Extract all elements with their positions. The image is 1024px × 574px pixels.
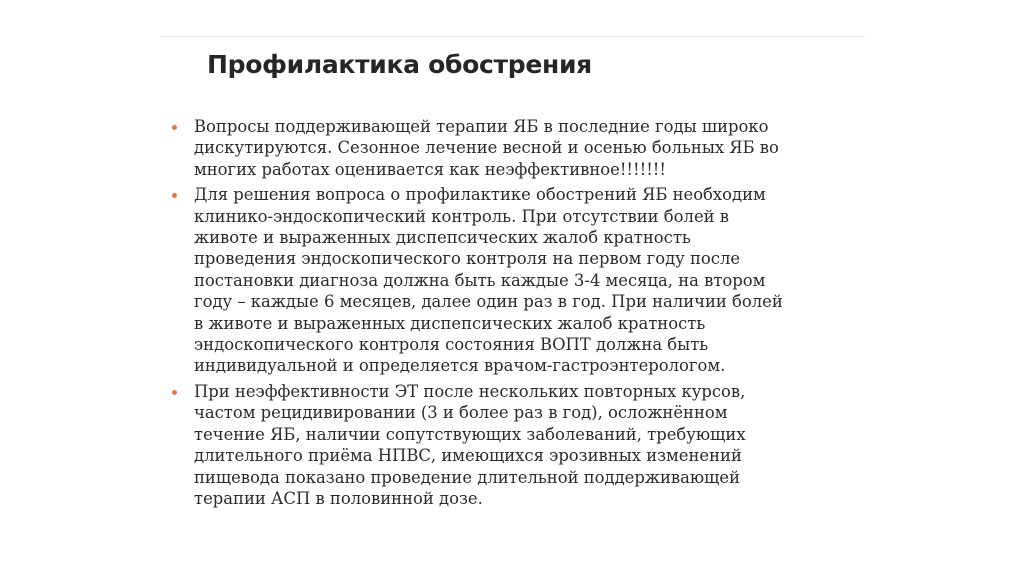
bullet-line: течение ЯБ, наличии сопутствующих заболеваний, требующих [194,424,746,444]
bullet-dot-icon [172,193,177,198]
top-divider [160,36,865,37]
bullet-item-2 [172,184,872,377]
bullet-line: индивидуальной и определяется врачом-гастроэнтерологом. [194,356,726,376]
bullet-item-1 [172,116,872,180]
bullet-dot-icon [172,125,177,130]
bullet-line: животе и выраженных диспепсических жалоб кратность [194,228,691,248]
bullet-line: терапии АСП в половинной дозе. [194,488,483,508]
bullet-line: постановки диагноза должна быть каждые 3-4 месяца, на втором [194,270,766,290]
bullet-line: длительного приёма НПВС, имеющихся эрозивных изменений [194,446,742,466]
bullet-line: Вопросы поддерживающей терапии ЯБ в последние годы широко [194,117,769,136]
bullet-item-3 [172,381,872,509]
bullet-line: Для решения вопроса о профилактике обострений ЯБ необходим [194,185,766,205]
bullet-dot-icon [172,390,177,395]
bullet-line: При неэффективности ЭТ после нескольких повторных курсов, [194,381,746,401]
bullet-line: в животе и выраженных диспепсических жалоб кратность [194,313,706,333]
bullet-line: году – каждые 6 месяцев, далее один раз в год. При наличии болей [194,292,783,312]
bullet-line: проведения эндоскопического контроля на первом году после [194,249,741,269]
bullet-line: дискутируются. Сезонное лечение весной и осенью больных ЯБ во [194,138,779,158]
bullet-line: клинико-эндоскопический контроль. При отсутствии болей в [194,206,730,226]
bullet-line: пищевода показано проведение длительной поддерживающей [194,467,741,487]
bullet-line: эндоскопического контроля состояния ВОПТ должна быть [194,335,709,355]
bullet-line: многих работах оценивается как неэффективное!!!!!!! [194,159,666,179]
slide-title: Профилактика обострения [207,50,592,79]
bullet-list [172,116,872,513]
bullet-line: частом рецидивировании (3 и более раз в год), осложнённом [194,403,728,423]
